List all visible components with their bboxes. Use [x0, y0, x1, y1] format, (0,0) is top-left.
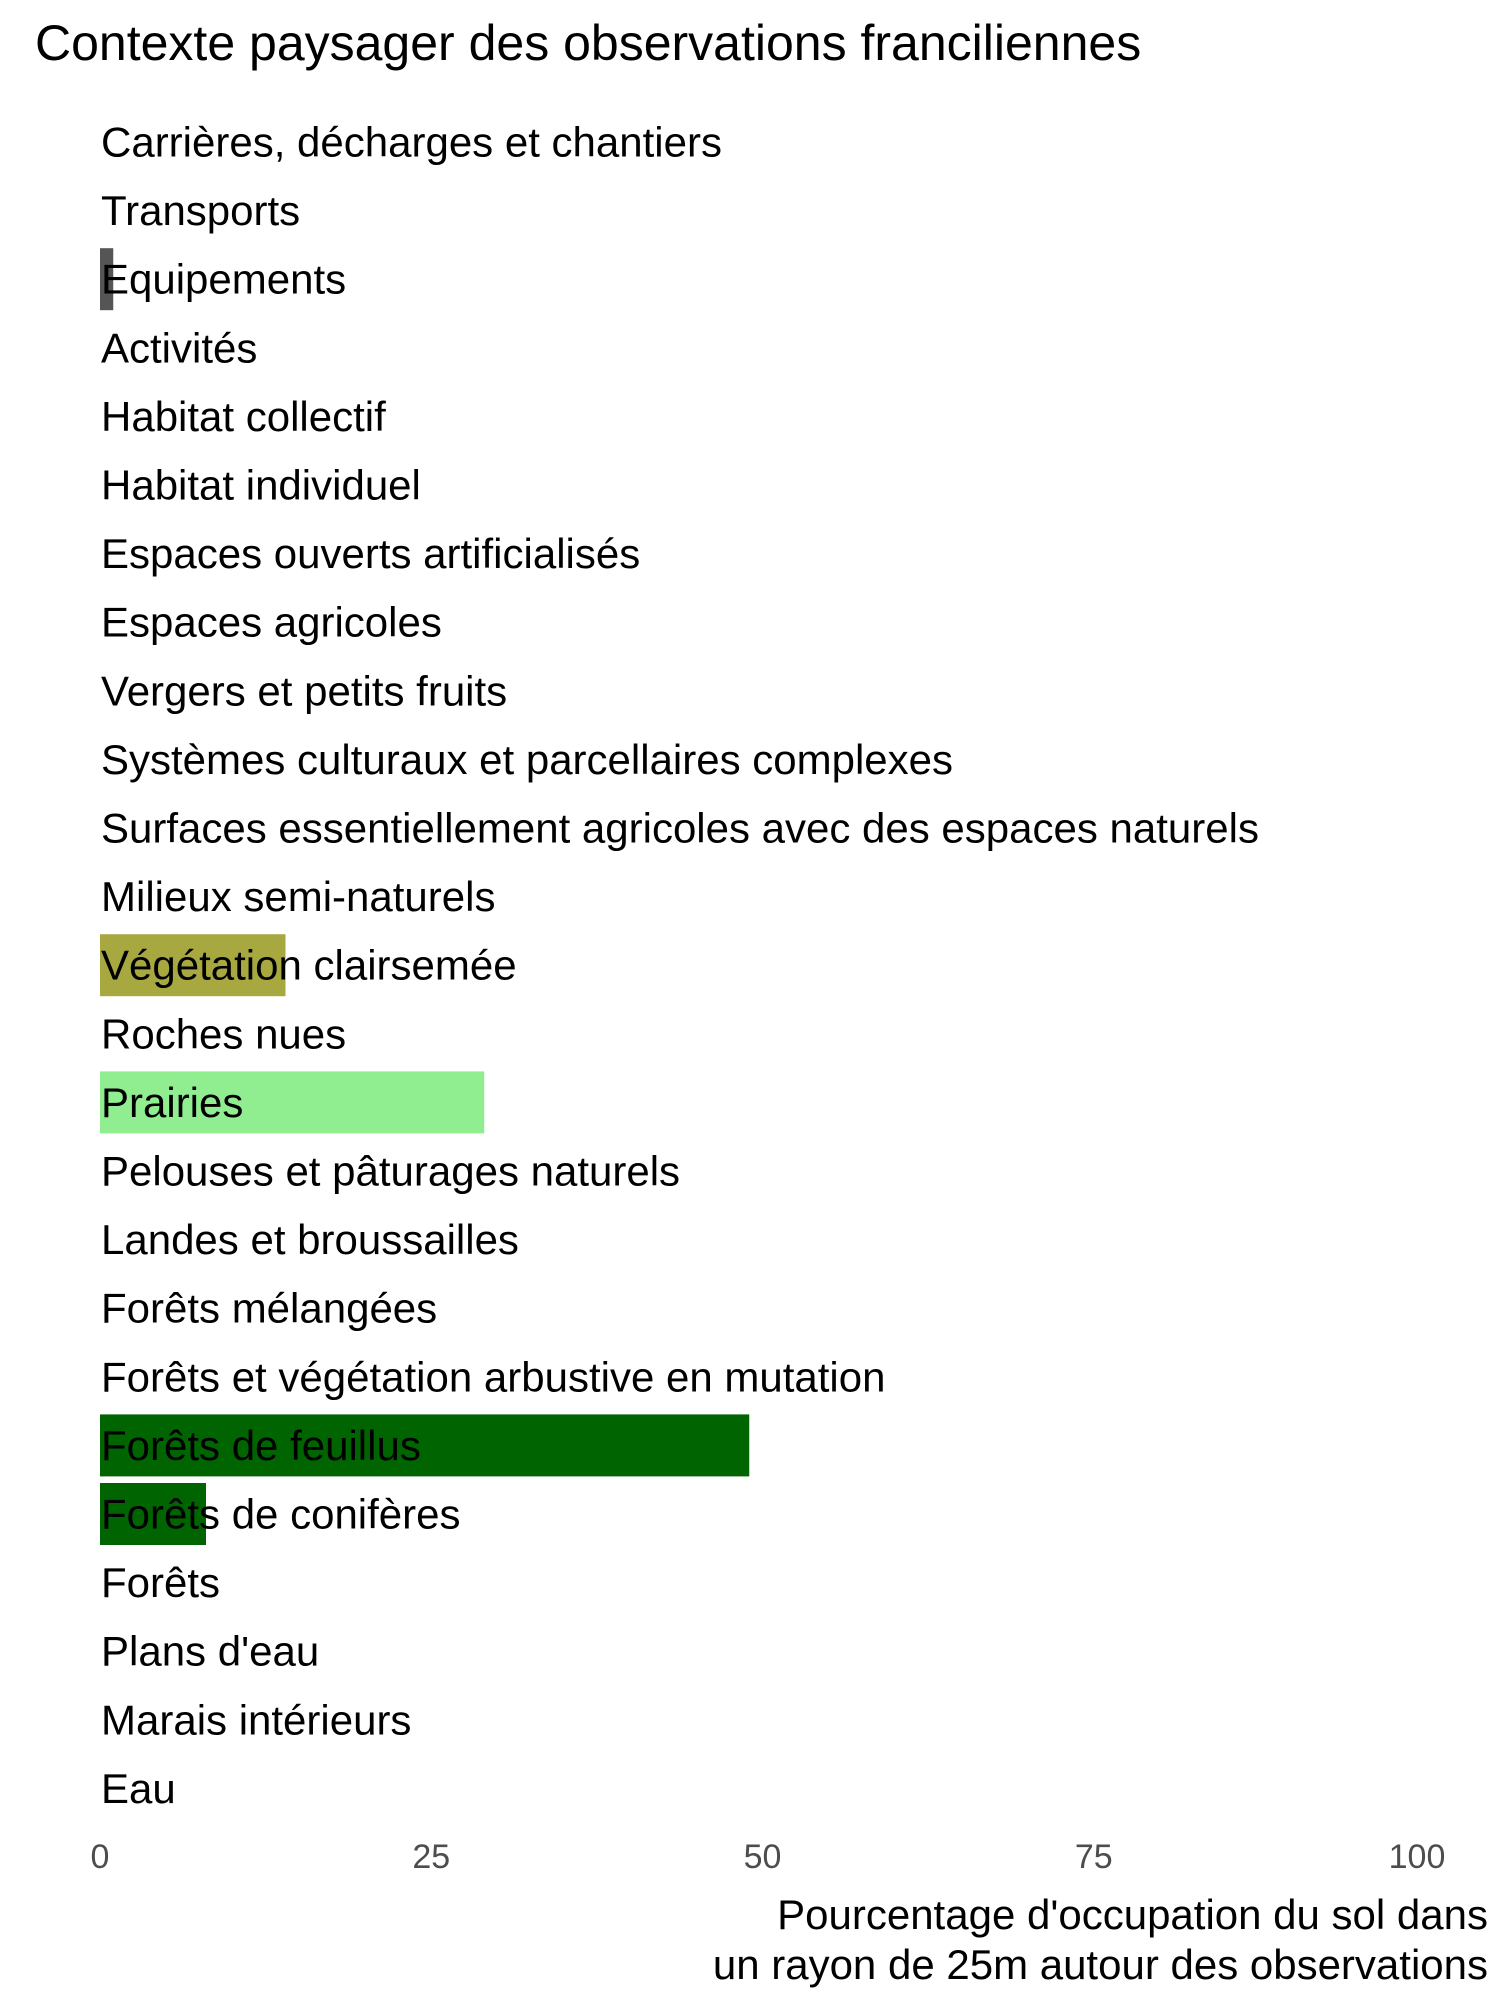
x-tick-label-100: 100 — [1388, 1838, 1446, 1876]
category-label-21: Forêts — [101, 1559, 221, 1607]
category-label-7: Espaces agricoles — [101, 598, 442, 646]
category-label-14: Prairies — [101, 1078, 244, 1126]
category-label-11: Milieux semi-naturels — [101, 873, 496, 921]
x-axis-title — [488, 1890, 1488, 1990]
category-label-6: Espaces ouverts artificialisés — [101, 530, 641, 578]
category-label-18: Forêts et végétation arbustive en mutation — [101, 1353, 886, 1401]
category-label-9: Systèmes culturaux et parcellaires complexes — [101, 735, 954, 783]
category-label-13: Roches nues — [101, 1010, 347, 1058]
category-label-2: Equipements — [101, 255, 347, 303]
x-tick-label-25: 25 — [412, 1838, 451, 1876]
category-label-22: Plans d'eau — [101, 1627, 320, 1675]
x-tick-label-50: 50 — [743, 1838, 782, 1876]
category-label-10: Surfaces essentiellement agricoles avec des espaces naturels — [101, 804, 1259, 852]
category-label-20: Forêts de conifères — [101, 1490, 461, 1538]
category-label-17: Forêts mélangées — [101, 1284, 438, 1332]
category-label-0: Carrières, décharges et chantiers — [101, 118, 722, 166]
category-label-3: Activités — [101, 324, 258, 372]
x-axis-title-line-1: Pourcentage d'occupation du sol dans — [777, 1891, 1488, 1938]
category-label-12: Végétation clairsemée — [101, 941, 517, 989]
x-axis-title-line-2: un rayon de 25m autour des observations — [712, 1941, 1488, 1988]
category-label-4: Habitat collectif — [101, 392, 386, 440]
category-label-8: Vergers et petits fruits — [101, 667, 508, 715]
x-tick-label-0: 0 — [90, 1838, 110, 1876]
category-label-5: Habitat individuel — [101, 461, 421, 509]
x-tick-label-75: 75 — [1074, 1838, 1113, 1876]
category-labels-layer — [101, 119, 1259, 1812]
category-label-23: Marais intérieurs — [101, 1696, 412, 1744]
category-label-19: Forêts de feuillus — [101, 1421, 421, 1469]
category-label-16: Landes et broussailles — [101, 1216, 519, 1264]
category-label-15: Pelouses et pâturages naturels — [101, 1147, 681, 1195]
category-label-1: Transports — [101, 187, 301, 235]
x-tick-labels-layer — [91, 1838, 1446, 1876]
category-label-24: Eau — [101, 1764, 176, 1812]
chart-title: Contexte paysager des observations franciliennes — [35, 15, 1142, 71]
